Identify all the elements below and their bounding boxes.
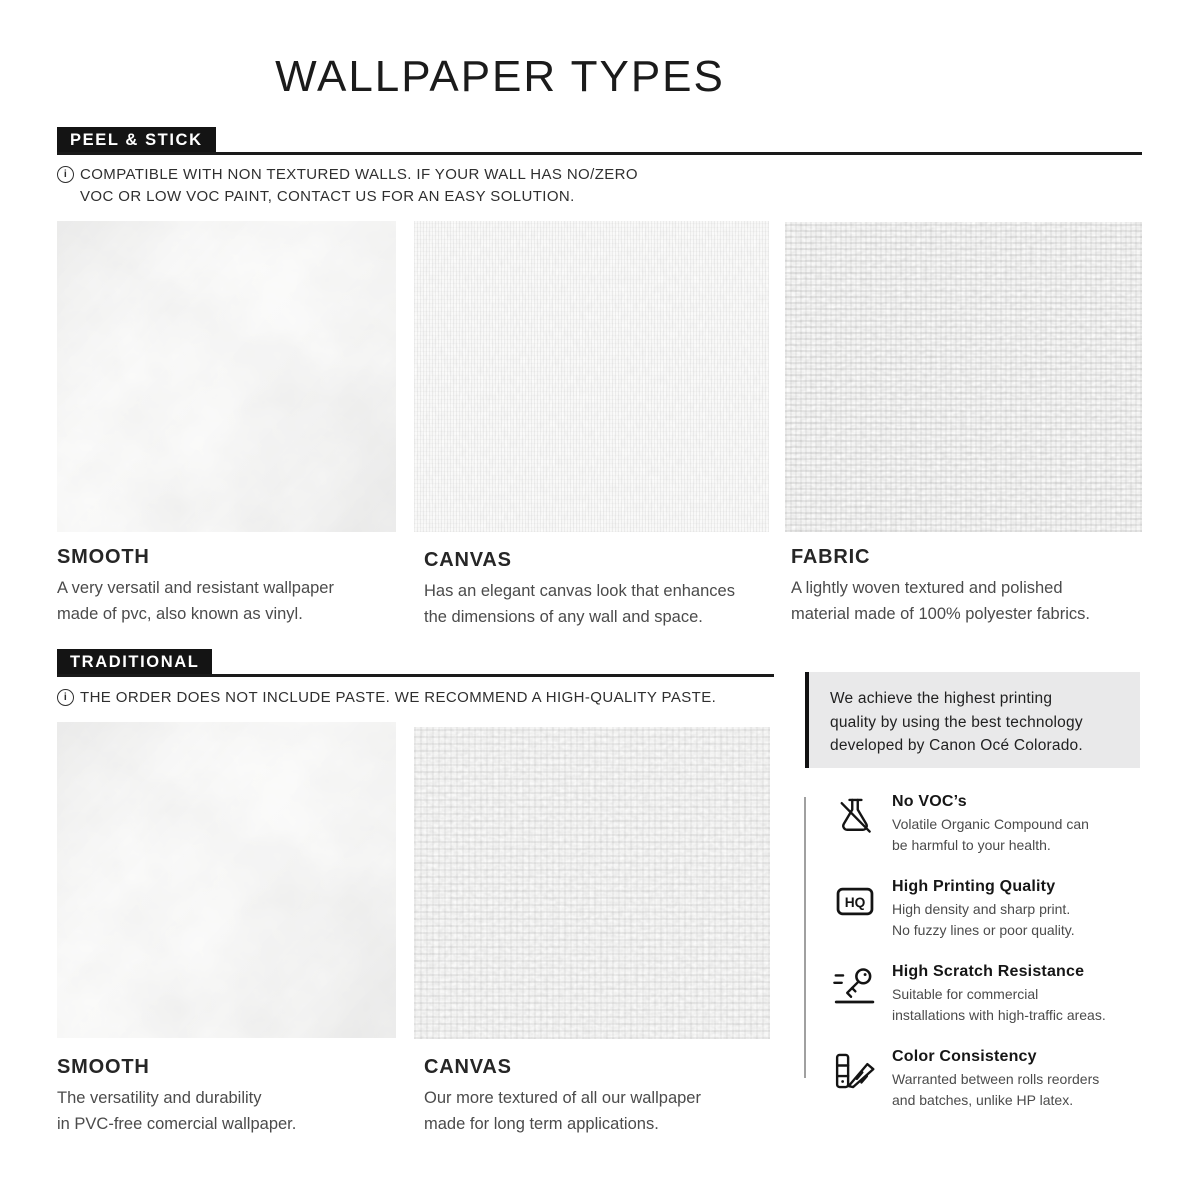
swatch-description xyxy=(791,576,1090,627)
traditional-section-rule xyxy=(57,674,774,677)
scratch-key-icon xyxy=(833,964,877,1008)
smooth-texture-image xyxy=(57,221,396,532)
feature-description-line: Volatile Organic Compound can xyxy=(892,816,1089,832)
features-rail xyxy=(804,797,806,1078)
feature-high-printing-quality xyxy=(833,878,1153,941)
note-line: VOC OR LOW VOC PAINT, CONTACT US FOR AN EASY SOLUTION. xyxy=(80,187,575,205)
feature-list xyxy=(833,793,1153,1111)
callout-line: quality by using the best technology xyxy=(830,713,1083,731)
feature-description xyxy=(892,984,1106,1026)
swatch-description-line: in PVC-free comercial wallpaper. xyxy=(57,1114,297,1133)
swatch-description xyxy=(57,1086,296,1137)
feature-description xyxy=(892,1069,1099,1111)
feature-description-line: be harmful to your health. xyxy=(892,837,1051,853)
swatch-description-line: Has an elegant canvas look that enhances xyxy=(424,582,735,600)
swatch-description-line: The versatility and durability xyxy=(57,1089,262,1107)
peel-stick-section-badge: PEEL & STICK xyxy=(57,127,216,154)
feature-description-line: Suitable for commercial xyxy=(892,986,1039,1002)
peel-stick-note xyxy=(57,164,638,207)
canvas-texture-swatch xyxy=(414,221,769,532)
swatch-description-line: A very versatil and resistant wallpaper xyxy=(57,579,334,597)
no-voc-flask-icon xyxy=(833,794,877,838)
feature-color-consistency xyxy=(833,1048,1153,1111)
color-swatchbook-icon xyxy=(833,1049,877,1093)
feature-title: No VOC’s xyxy=(892,793,967,810)
note-line: THE ORDER DOES NOT INCLUDE PASTE. WE RECOMMEND A HIGH-QUALITY PASTE. xyxy=(80,689,717,706)
swatch-description xyxy=(424,579,735,630)
peel-stick-section-rule xyxy=(57,152,1142,155)
info-icon: i xyxy=(57,166,74,183)
canvas-texture-swatch xyxy=(414,727,770,1039)
swatch-description xyxy=(424,1086,701,1137)
swatch-description-line: material made of 100% polyester fabrics. xyxy=(791,604,1090,623)
feature-description-line: No fuzzy lines or poor quality. xyxy=(892,922,1075,938)
feature-body xyxy=(892,1048,1099,1111)
page-title: WALLPAPER TYPES xyxy=(275,52,725,101)
swatch-heading: SMOOTH xyxy=(57,1056,150,1078)
traditional-note xyxy=(57,687,716,709)
swatch-label-canvas xyxy=(424,549,735,630)
fabric-texture-image xyxy=(785,222,1142,532)
callout-line: developed by Canon Océ Colorado. xyxy=(830,737,1083,754)
feature-body xyxy=(892,963,1106,1026)
swatch-heading: SMOOTH xyxy=(57,546,150,568)
swatch-heading: FABRIC xyxy=(791,546,871,568)
smooth-texture-image xyxy=(57,722,396,1038)
fabric-texture-swatch xyxy=(785,222,1142,532)
smooth-texture-swatch xyxy=(57,221,396,532)
canvas-texture-image xyxy=(414,221,769,532)
feature-icon-box xyxy=(833,963,877,1026)
canvas-texture-image xyxy=(414,727,770,1039)
feature-title: High Scratch Resistance xyxy=(892,963,1085,980)
swatch-heading: CANVAS xyxy=(424,549,512,571)
note-text xyxy=(80,164,638,207)
feature-body xyxy=(892,793,1089,856)
feature-description xyxy=(892,814,1089,856)
feature-icon-box xyxy=(833,878,877,941)
feature-description xyxy=(892,899,1075,941)
callout-line: We achieve the highest printing xyxy=(830,690,1053,707)
feature-high-scratch-resistance xyxy=(833,963,1153,1026)
feature-title: High Printing Quality xyxy=(892,878,1056,895)
feature-icon-box xyxy=(833,793,877,856)
swatch-label-smooth xyxy=(57,546,334,627)
swatch-label-canvas xyxy=(424,1056,701,1137)
feature-title: Color Consistency xyxy=(892,1048,1037,1065)
note-line: COMPATIBLE WITH NON TEXTURED WALLS. IF YOUR WALL HAS NO/ZERO xyxy=(80,166,638,183)
feature-description-line: and batches, unlike HP latex. xyxy=(892,1092,1074,1108)
swatch-description-line: made for long term applications. xyxy=(424,1114,659,1133)
swatch-description-line: A lightly woven textured and polished xyxy=(791,579,1063,597)
swatch-description-line: the dimensions of any wall and space. xyxy=(424,607,703,626)
note-text xyxy=(80,687,716,709)
info-icon: i xyxy=(57,689,74,706)
swatch-heading: CANVAS xyxy=(424,1056,512,1078)
smooth-texture-swatch xyxy=(57,722,396,1038)
hq-icon-text: HQ xyxy=(844,894,866,910)
swatch-description-line: Our more textured of all our wallpaper xyxy=(424,1089,701,1107)
swatch-label-fabric xyxy=(791,546,1090,627)
feature-description-line: High density and sharp print. xyxy=(892,901,1071,917)
printing-quality-callout xyxy=(809,672,1140,768)
feature-body xyxy=(892,878,1075,941)
traditional-section-badge: TRADITIONAL xyxy=(57,649,212,676)
feature-description-line: installations with high-traffic areas. xyxy=(892,1007,1106,1023)
hq-badge-icon xyxy=(833,879,877,923)
feature-description-line: Warranted between rolls reorders xyxy=(892,1071,1100,1087)
feature-no-voc xyxy=(833,793,1153,856)
swatch-label-smooth xyxy=(57,1056,296,1137)
swatch-description-line: made of pvc, also known as vinyl. xyxy=(57,604,303,623)
feature-icon-box xyxy=(833,1048,877,1111)
swatch-description xyxy=(57,576,334,627)
